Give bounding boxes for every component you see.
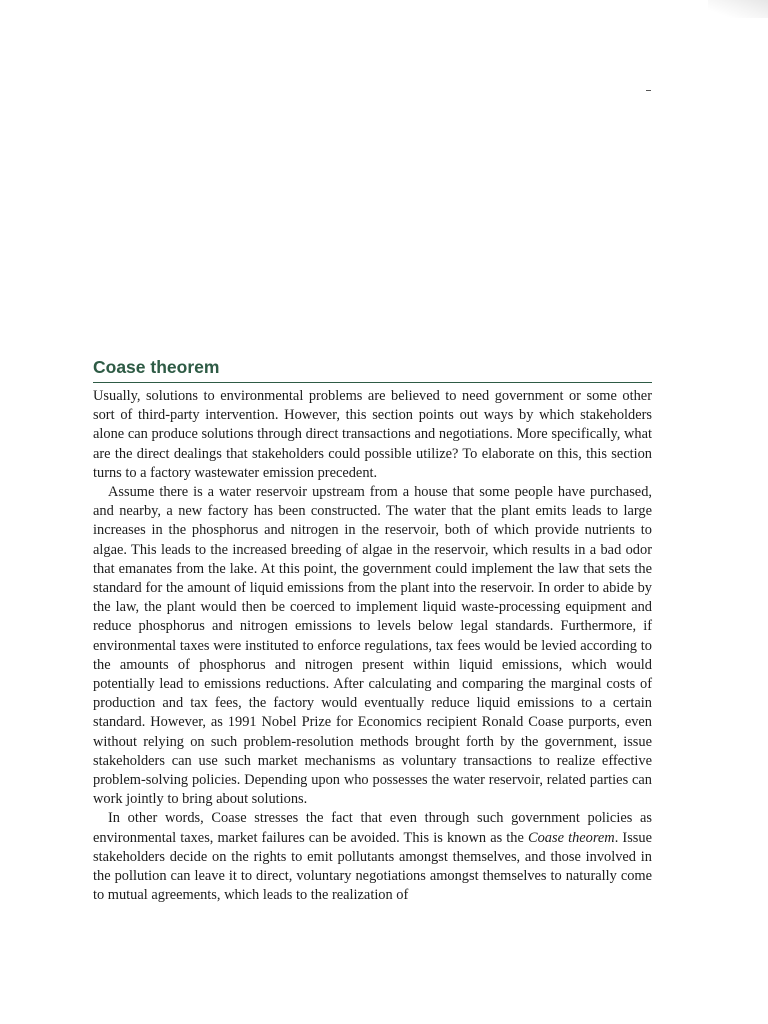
paragraph-intro: Usually, solutions to environmental problems are believed to need government or some other sort of third-party intervention. However, this section points out ways by which stakeholders alone can produce solutions through direct transactions and negotiations. More specifically, what are the direct dealings that stakeholders could possible utilize? To elaborate on this, this section turns to a factory wastewater emission precedent. — [93, 388, 652, 481]
page-edge-shadow — [708, 0, 768, 18]
paragraph-text-after: . Issue stakeholders decide on the rights to emit pollutants amongst themselves, and those involved in the pollution can leave it to direct, voluntary negotiations amongst themselves to naturally come to mutual agreements, which leads to the realization of — [93, 829, 652, 904]
paragraph-reservoir-example: Assume there is a water reservoir upstream from a house that some people have purchased, and nearby, a new factory has been constructed. The water that the plant emits leads to large increases in the phosphorus and nitrogen in the reservoir, both of which provide nutrients to algae. This leads to the increased breeding of algae in the reservoir, which results in a bad odor that emanates from the lake. At this point, the government could implement the law that sets the standard for the amount of liquid emissions from the plant into the reservoir. In order to abide by the law, the plant would then be coerced to implement liquid waste-processing equipment and reduce phosphorus and nitrogen emissions to levels below legal standards. Furthermore, if environmental taxes were instituted to enforce regulations, tax fees would be levied according to the amounts of phosphorus and nitrogen present within liquid emissions, which would potentially lead to emissions reductions. After calculating and comparing the marginal costs of production and tax fees, the factory would eventually reduce liquid emissions to a certain standard. However, as 1991 Nobel Prize for Economics recipient Ronald Coase purports, even without relying on such problem-resolution methods brought forth by the government, issue stakeholders can use such market mechanisms as voluntary transactions to realize effective problem-solving policies. Depending upon who possesses the water reservoir, related parties can work jointly to bring about solutions. — [93, 484, 652, 808]
coase-theorem-section — [93, 356, 652, 905]
paragraph-text-before: In other words, Coase stresses the fact that even through such government policies as environmental taxes, market failures can be avoided. This is known as the — [93, 810, 652, 846]
section-title: Coase theorem — [93, 356, 652, 383]
section-body — [93, 387, 652, 905]
print-speck — [646, 90, 651, 91]
coase-theorem-term: Coase theorem — [528, 829, 615, 846]
paragraph-coase-theorem — [93, 809, 652, 905]
